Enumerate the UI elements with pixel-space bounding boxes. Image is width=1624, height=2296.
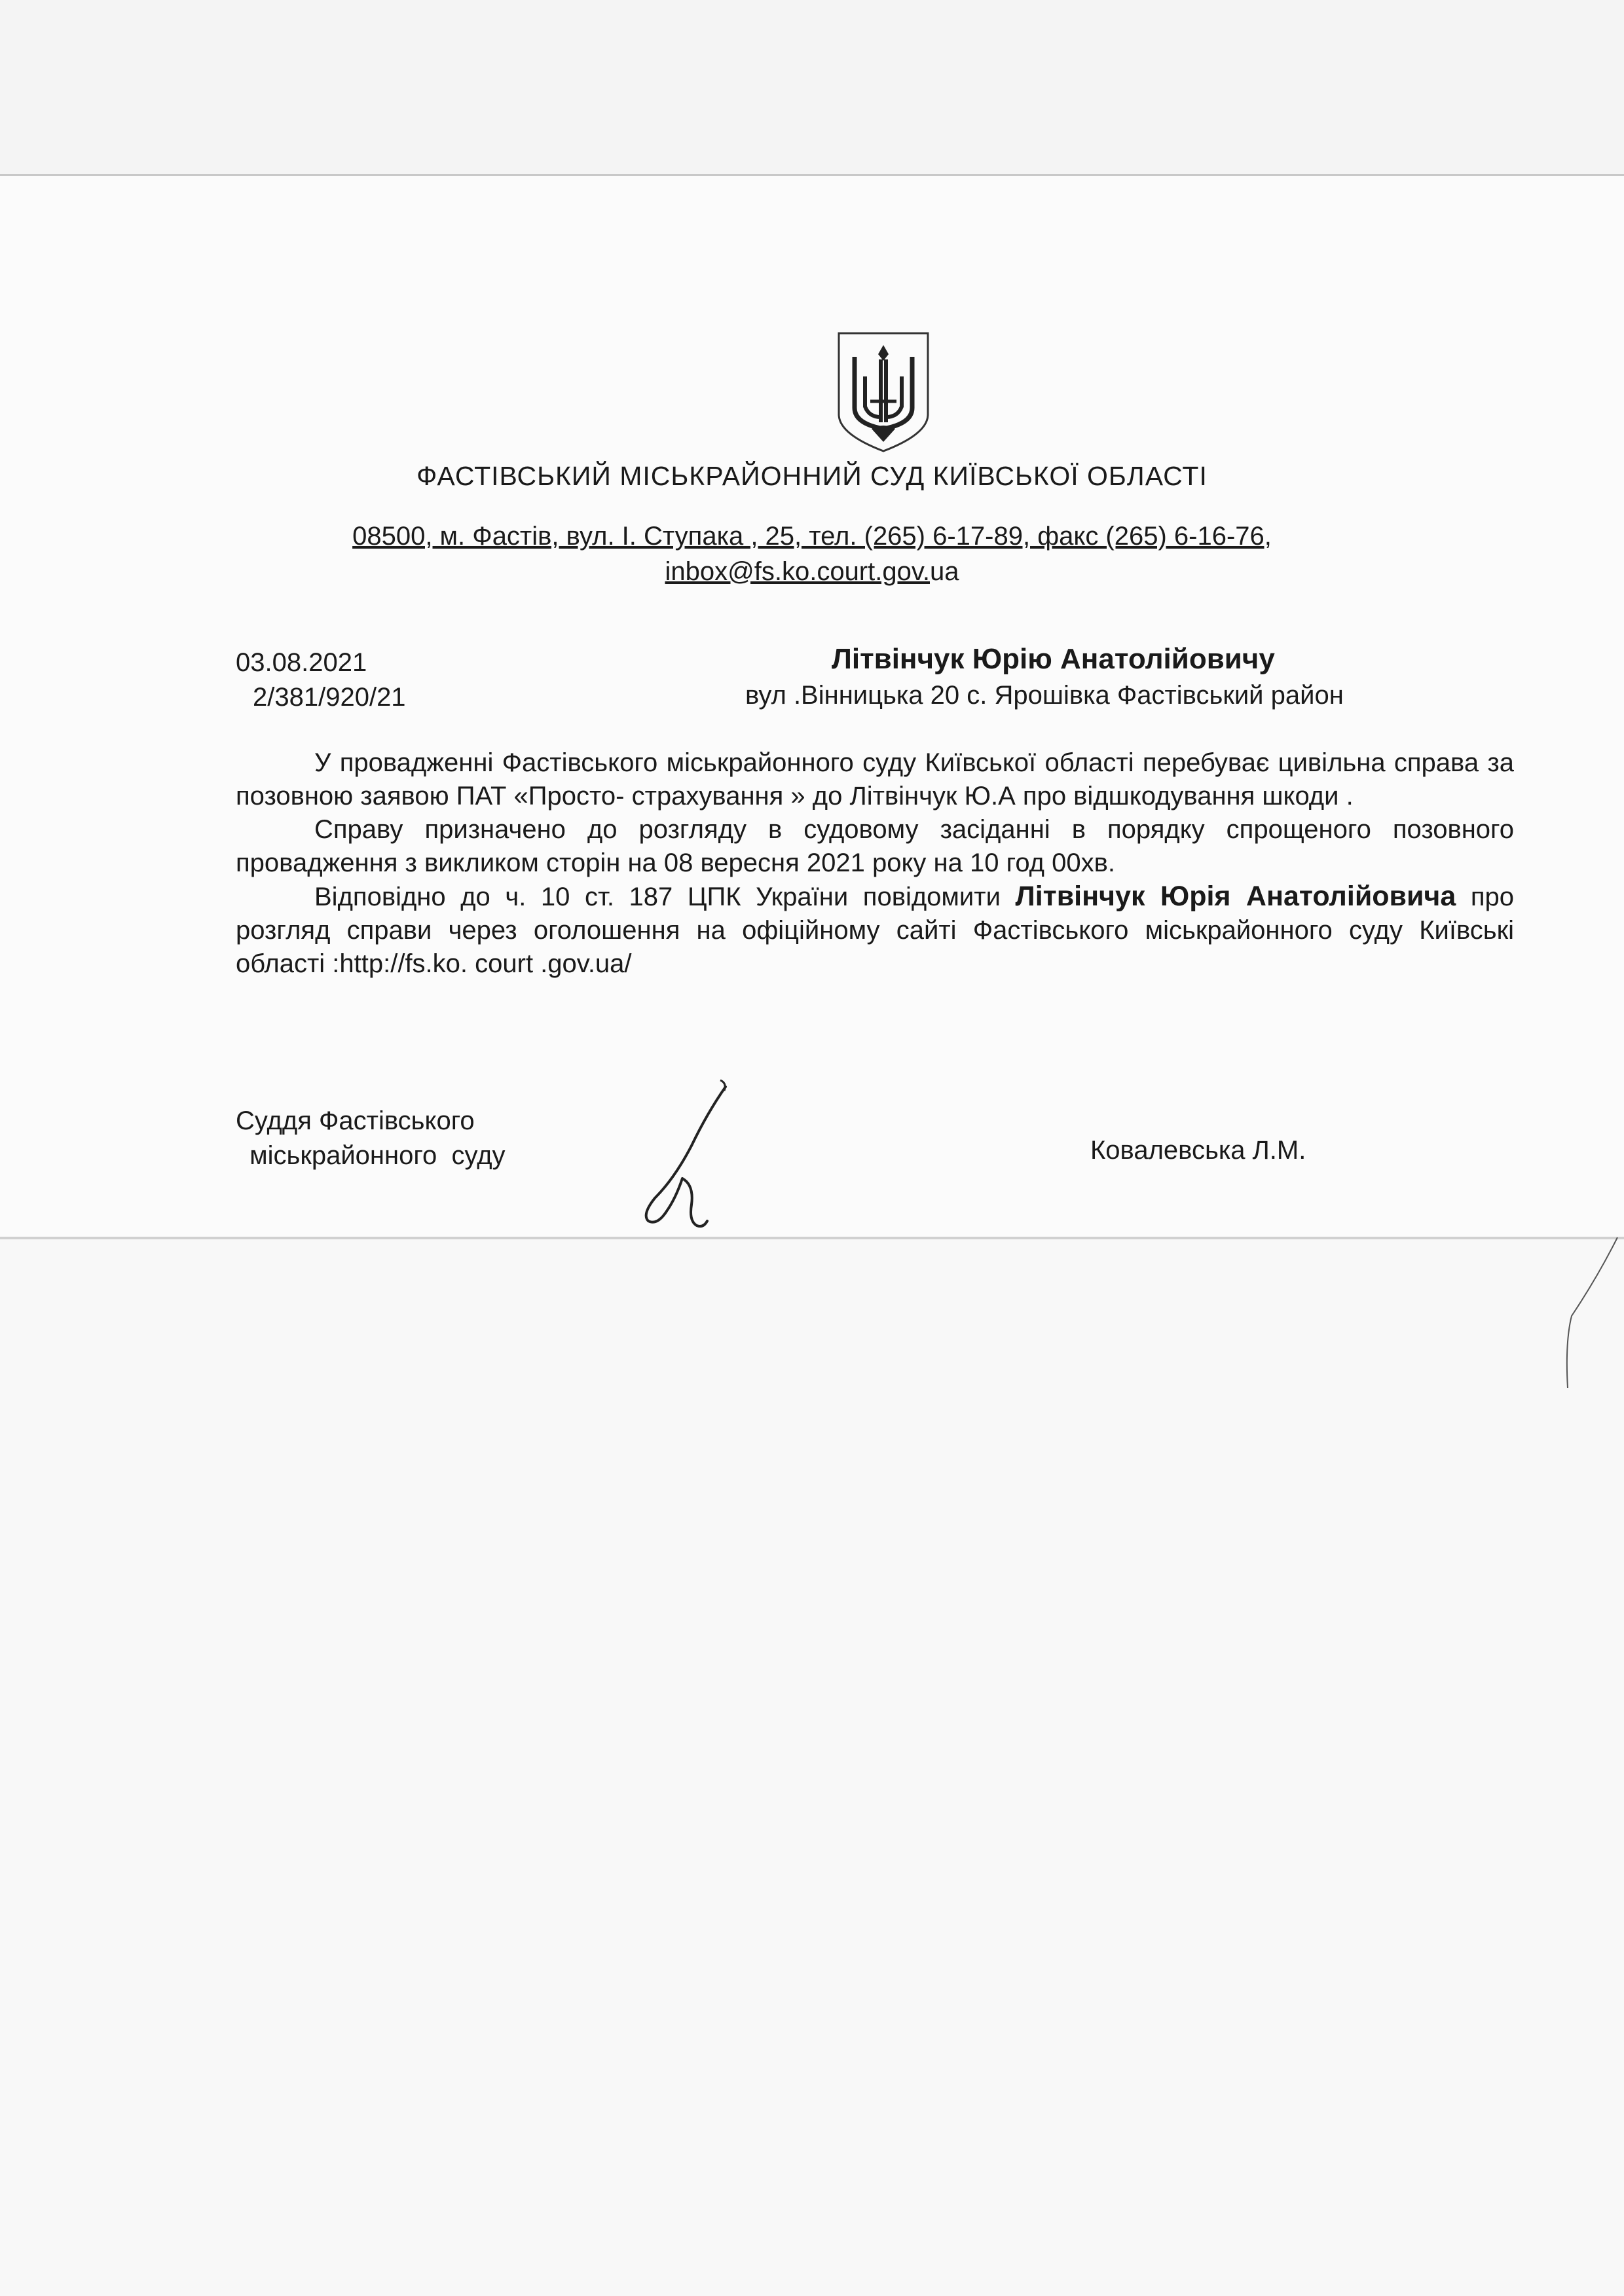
notification-defendant-name: Літвінчук Юрія Анатолійовича (1015, 881, 1456, 912)
recipient-address: вул .Вінницька 20 с. Ярошівка Фастівський район (745, 681, 1344, 710)
court-title: ФАСТІВСЬКИЙ МІСЬКРАЙОННИЙ СУД КИЇВСЬКОЇ ОБЛАСТІ (416, 461, 1208, 491)
court-email-suffix: ua (930, 557, 959, 586)
court-address-line: 08500, м. Фастів, вул. І. Ступака , 25, тел. (265) 6-17-89, факс (265) 6-16-76, (352, 522, 1272, 551)
recipient-name: Літвінчук Юрію Анатолійовичу (832, 643, 1275, 675)
court-address (0, 519, 1624, 589)
judge-role-line1: Суддя Фастівського (236, 1106, 475, 1135)
judge-role-line2: міськрайонного суду (242, 1141, 506, 1170)
scan-background-top (0, 0, 1624, 175)
notification-start: Відповідно до ч. 10 ст. 187 ЦПК України повідомити (314, 883, 1001, 911)
paragraph-notification (236, 880, 1514, 981)
paragraph-proceedings: У провадженні Фастівського міськрайонного суду Київської області перебуває цивільна справа за позовною заявою ПАТ «Просто- страхування » до Літвінчук Ю.А про відшкодування шкоди . (236, 748, 1514, 811)
notification-end: про розгляд справи через оголошення на офіційному сайті Фастівського міськрайонного суду Київські області :http://fs.ko. court .gov.ua/ (236, 883, 1515, 978)
paragraph-hearing: Справу призначено до розгляду в судовому засіданні в порядку спрощеного позовного провадження з викликом сторін на 08 вересня 2021 року на 10 год 00хв. (236, 815, 1514, 877)
paper-edge-crease (1559, 1237, 1624, 1394)
document-lower-blank (0, 1239, 1624, 2296)
handwritten-signature (629, 1074, 740, 1237)
notice-body (236, 746, 1514, 981)
case-number: 2/381/920/21 (253, 683, 406, 712)
document-date: 03.08.2021 (236, 648, 367, 677)
judge-name: Ковалевська Л.М. (1090, 1136, 1306, 1165)
coat-of-arms-trident-icon (835, 331, 932, 454)
court-email-link[interactable]: inbox@fs.ko.court.gov. (665, 557, 930, 586)
